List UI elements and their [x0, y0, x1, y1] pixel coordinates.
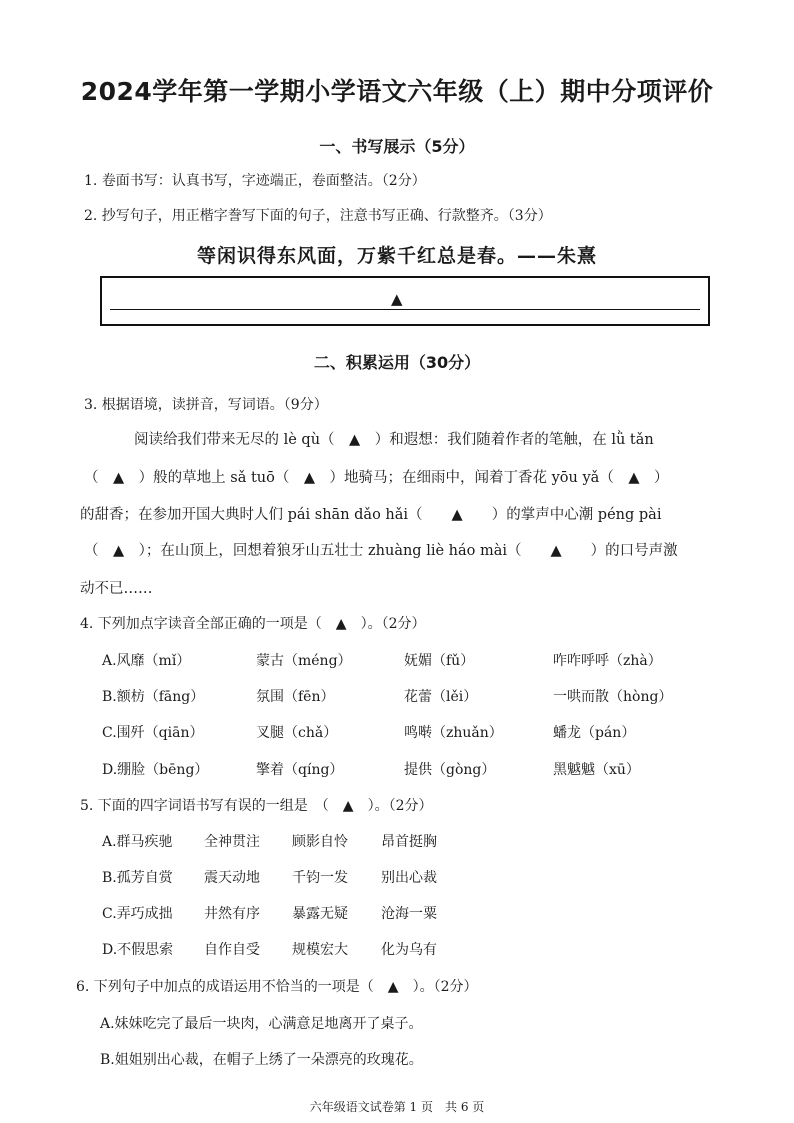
q4-option-d-3: 提供（gòng） — [404, 762, 496, 778]
q4-option-d-4: 黑魆魆（xū） — [553, 762, 640, 778]
q5-option-c-4: 沧海一粟 — [381, 906, 437, 922]
q4-option-c-3: 鸣啭（zhuǎn） — [404, 725, 503, 741]
poem-line: 等闲识得东风面，万紫千红总是春。——朱熹 — [196, 245, 597, 267]
exam-title: 2024学年第一学期小学语文六年级（上）期中分项评价 — [80, 77, 714, 106]
q5-option-b-3: 千钧一发 — [292, 870, 348, 886]
q4-option-a-2: 蒙古（méng） — [256, 653, 352, 669]
section2-heading: 二、积累运用（30分） — [313, 353, 481, 372]
q4-option-a-4: 咋咋呼呼（zhà） — [553, 653, 662, 669]
writing-box[interactable] — [100, 276, 710, 326]
q4-option-c-4: 蟠龙（pán） — [553, 725, 636, 741]
q5-option-a-3: 顾影自怜 — [292, 834, 348, 850]
q4-option-b-1: B.额枋（fāng） — [102, 689, 205, 705]
q4-option-c-2: 叉腿（chǎ） — [256, 725, 338, 741]
q4-option-a-1: A.风靡（mǐ） — [102, 653, 191, 669]
question-4-stem: 4. 下列加点字读音全部正确的一项是（ ▲ ）。（2分） — [80, 616, 426, 632]
q3-line-2: （ ▲ ）般的草地上 sǎ tuō（ ▲ ）地骑马；在细雨中，闻着丁香花 yōu yǎ（ ▲ ） — [84, 470, 669, 486]
q4-option-d-2: 擎着（qíng） — [256, 762, 344, 778]
writing-line — [110, 309, 700, 310]
page-footer: 六年级语文试卷第 1 页 共 6 页 — [309, 1100, 485, 1114]
q5-option-b-2: 震天动地 — [204, 870, 260, 886]
q5-option-a-2: 全神贯注 — [204, 834, 260, 850]
q5-option-d-2: 自作自受 — [204, 942, 260, 958]
section1-heading: 一、书写展示（5分） — [319, 137, 475, 156]
q6-option-b: B.姐姐别出心裁，在帽子上绣了一朵漂亮的玫瑰花。 — [100, 1052, 423, 1068]
q5-option-c-2: 井然有序 — [204, 906, 260, 922]
answer-mark: ▲ — [391, 290, 403, 308]
question-2: 2. 抄写句子，用正楷字誊写下面的句子，注意书写正确、行款整齐。（3分） — [84, 208, 552, 224]
q5-option-a-1: A.群马疾驰 — [102, 834, 173, 850]
q5-option-c-3: 暴露无疑 — [292, 906, 348, 922]
q4-option-a-3: 妩媚（fǔ） — [404, 653, 475, 669]
question-6-stem: 6. 下列句子中加点的成语运用不恰当的一项是（ ▲ ）。（2分） — [76, 979, 478, 995]
question-3-stem: 3. 根据语境，读拼音，写词语。（9分） — [84, 397, 328, 413]
q5-option-c-1: C.弄巧成拙 — [102, 906, 173, 922]
q4-option-b-2: 氛围（fēn） — [256, 689, 335, 705]
question-1: 1. 卷面书写：认真书写，字迹端正，卷面整洁。（2分） — [84, 173, 426, 189]
q4-option-b-3: 花蕾（lěi） — [404, 689, 478, 705]
q5-option-b-4: 别出心裁 — [381, 870, 437, 886]
q4-option-c-1: C.围歼（qiān） — [102, 725, 204, 741]
q5-option-d-3: 规模宏大 — [292, 942, 348, 958]
q3-line-5: 动不已…… — [80, 581, 153, 597]
q5-option-b-1: B.孤芳自赏 — [102, 870, 173, 886]
q4-option-d-1: D.绷脸（bēng） — [102, 762, 209, 778]
q6-option-a: A.妹妹吃完了最后一块肉，心满意足地离开了桌子。 — [100, 1016, 423, 1032]
q3-line-3: 的甜香；在参加开国大典时人们 pái shān dǎo hǎi（ ▲ ）的掌声中心潮 péng pài — [80, 507, 662, 523]
q5-option-a-4: 昂首挺胸 — [381, 834, 437, 850]
q5-option-d-4: 化为乌有 — [381, 942, 437, 958]
q4-option-b-4: 一哄而散（hòng） — [553, 689, 673, 705]
q5-option-d-1: D.不假思索 — [102, 942, 174, 958]
q3-line-4: （ ▲ ）；在山顶上，回想着狼牙山五壮士 zhuàng liè háo mài（ ▲ ）的口号声激 — [84, 543, 678, 559]
q3-line-1: 阅读给我们带来无尽的 lè qù（ ▲ ）和遐想：我们随着作者的笔触，在 lǜ tǎn — [134, 432, 654, 448]
question-5-stem: 5. 下面的四字词语书写有误的一组是 （ ▲ ）。（2分） — [80, 798, 433, 814]
